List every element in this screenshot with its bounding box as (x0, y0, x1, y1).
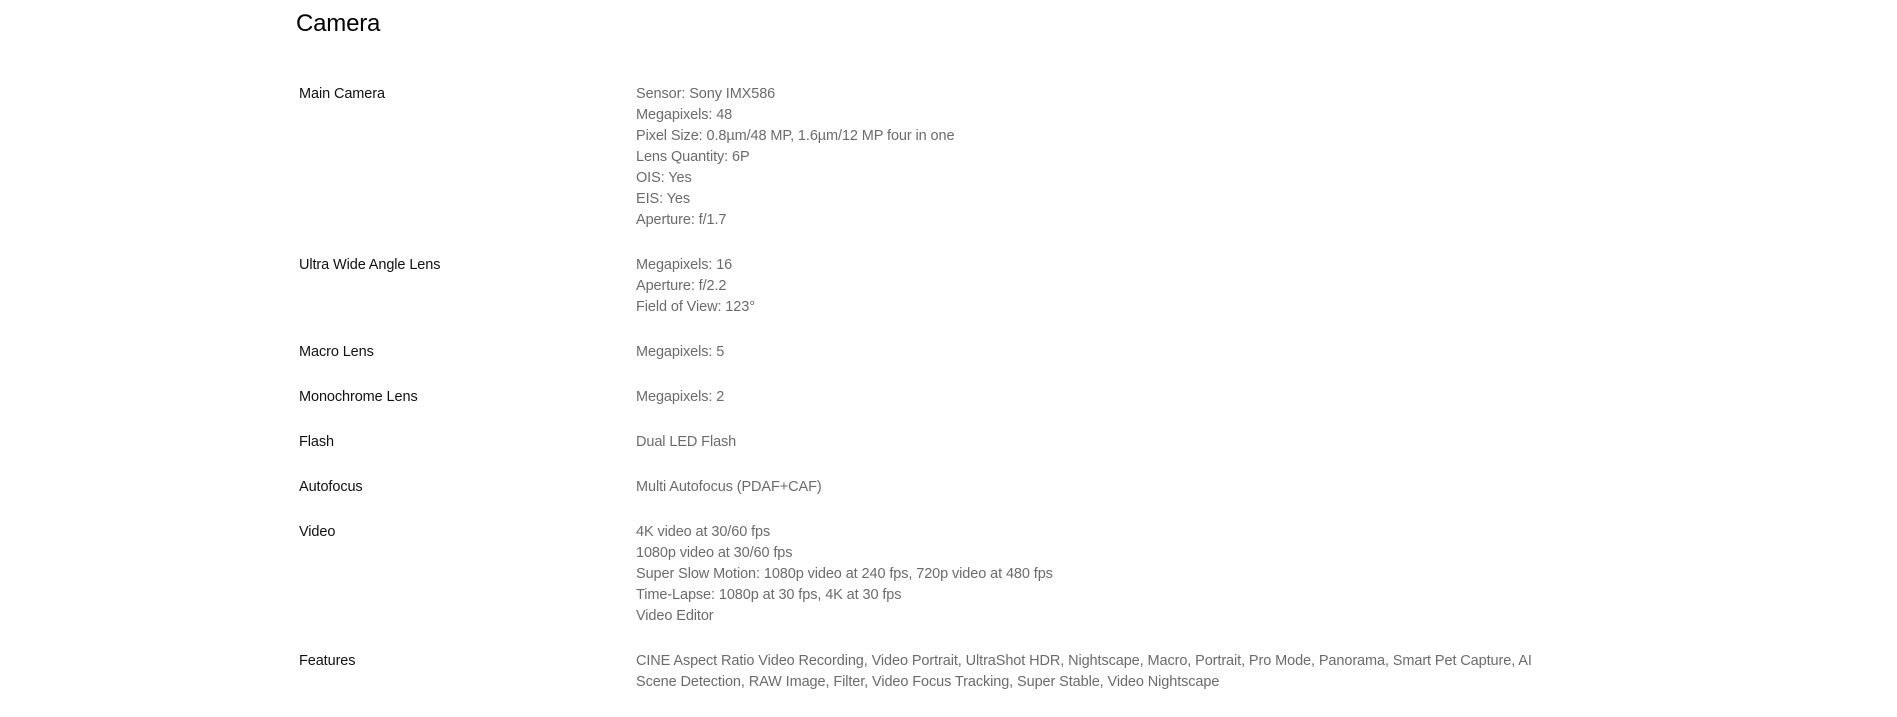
spec-value: Sensor: Sony IMX586 (636, 86, 776, 102)
spec-value: Multi Autofocus (PDAF+CAF) (636, 479, 822, 495)
spec-value: Pixel Size: 0.8µm/48 MP, 1.6µm/12 MP four in one (636, 128, 955, 144)
spec-value: Aperture: f/2.2 (636, 278, 727, 294)
spec-value: OIS: Yes (636, 170, 692, 186)
spec-value: Aperture: f/1.7 (636, 212, 727, 228)
spec-label: Macro Lens (299, 344, 374, 360)
spec-value: Super Slow Motion: 1080p video at 240 fps, 720p video at 480 fps (636, 566, 1053, 582)
spec-label: Flash (299, 434, 334, 450)
spec-row (296, 432, 1606, 453)
spec-value: Megapixels: 5 (636, 344, 725, 360)
spec-row (296, 477, 1606, 498)
camera-specs-section (296, 0, 1606, 717)
spec-value: 1080p video at 30/60 fps (636, 545, 793, 561)
spec-label: Features (299, 653, 356, 669)
spec-values (636, 432, 1576, 453)
spec-values (636, 84, 1576, 231)
spec-row (296, 255, 1606, 318)
spec-label: Autofocus (299, 479, 363, 495)
spec-value: CINE Aspect Ratio Video Recording, Video Portrait, UltraShot HDR, Nightscape, Macro, Portrait, Pro Mode, Panorama, Smart Pet Capture, AI Scene Detection, RAW Image, Filter, Video Focus Tracking, Super Stable, Video Nightscape (636, 653, 1532, 690)
spec-values (636, 255, 1576, 318)
spec-value: Megapixels: 48 (636, 107, 733, 123)
spec-label: Main Camera (299, 86, 385, 102)
spec-value: Time-Lapse: 1080p at 30 fps, 4K at 30 fps (636, 587, 902, 603)
spec-value: Field of View: 123° (636, 299, 755, 315)
spec-value: Lens Quantity: 6P (636, 149, 750, 165)
spec-values (636, 651, 1576, 693)
spec-row (296, 342, 1606, 363)
spec-value: EIS: Yes (636, 191, 691, 207)
spec-label: Video (299, 524, 336, 540)
spec-row (296, 522, 1606, 627)
spec-values (636, 387, 1576, 408)
spec-value: Video Editor (636, 608, 714, 624)
spec-values (636, 342, 1576, 363)
spec-row (296, 84, 1606, 231)
spec-list (296, 84, 1606, 693)
spec-row (296, 387, 1606, 408)
spec-value: Megapixels: 16 (636, 257, 733, 273)
spec-value: 4K video at 30/60 fps (636, 524, 771, 540)
spec-row (296, 651, 1606, 693)
spec-value: Dual LED Flash (636, 434, 737, 450)
spec-label: Ultra Wide Angle Lens (299, 257, 441, 273)
spec-values (636, 477, 1576, 498)
section-title: Camera (296, 10, 381, 37)
spec-label: Monochrome Lens (299, 389, 418, 405)
spec-values (636, 522, 1576, 627)
spec-value: Megapixels: 2 (636, 389, 725, 405)
